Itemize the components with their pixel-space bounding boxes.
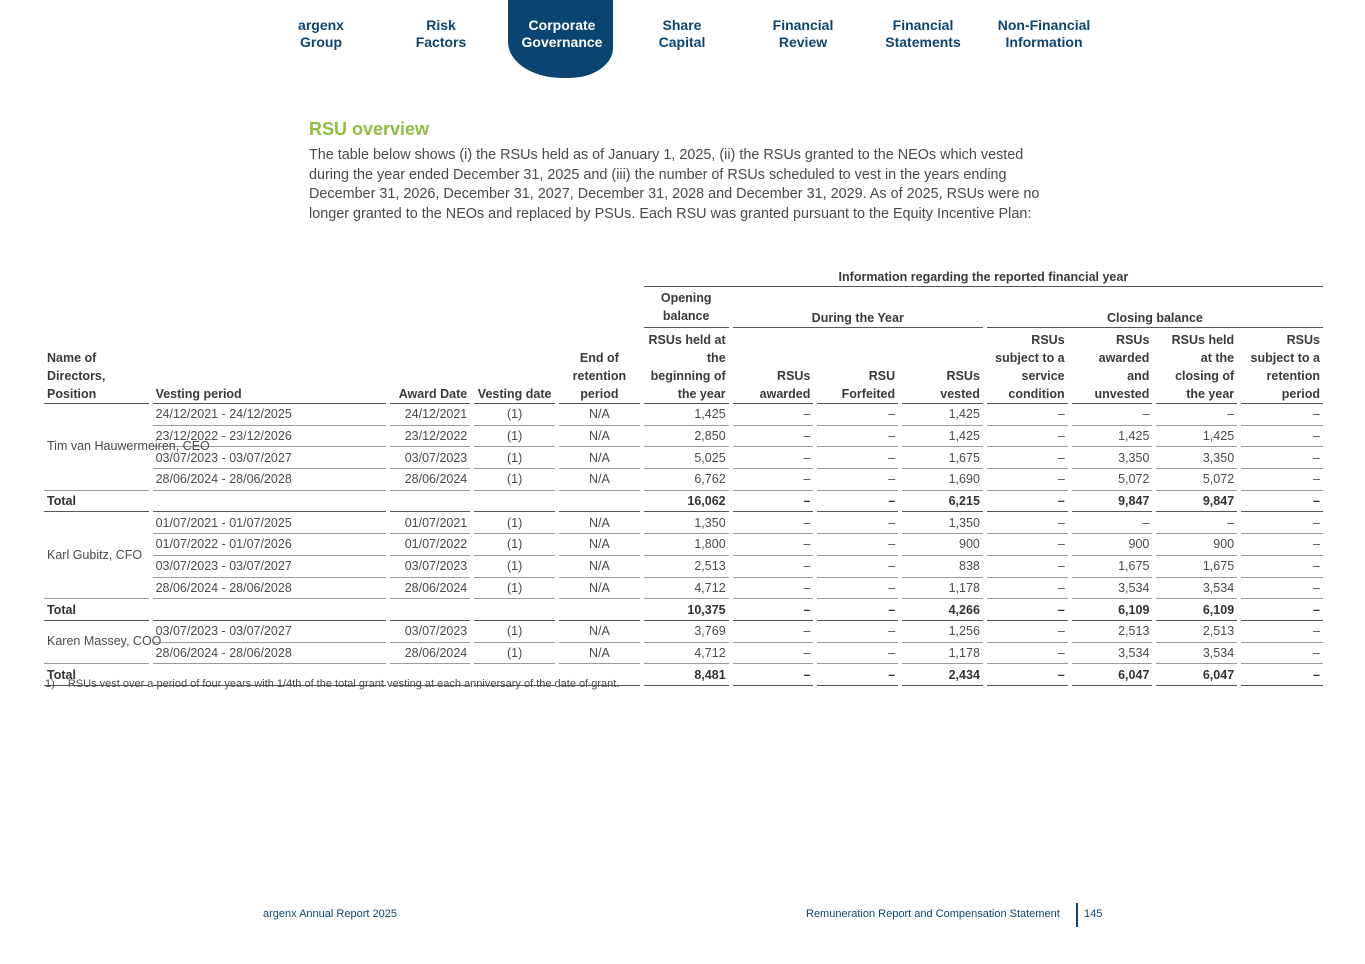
table-cell: N/A [559, 426, 640, 448]
col-header-awarded-unvested: RSUs awarded and unvested [1072, 328, 1153, 404]
col-header-awarded: RSUs awarded [733, 328, 814, 404]
table-cell: 5,072 [1072, 469, 1153, 491]
footer-divider [1076, 903, 1078, 927]
footnote [45, 678, 619, 690]
table-row [44, 556, 1323, 578]
tab-label-line2: Statements [885, 34, 961, 50]
table-cell: 2,513 [1072, 621, 1153, 643]
total-cell: 4,266 [902, 599, 983, 621]
table-cell: – [817, 404, 898, 426]
tab-corporate-governance[interactable] [502, 17, 622, 51]
tab-risk-factors[interactable] [381, 17, 501, 51]
table-cell: – [987, 556, 1068, 578]
total-row [44, 599, 1323, 621]
table-cell: – [1241, 447, 1323, 469]
table-cell: (1) [474, 556, 555, 578]
table-row [44, 469, 1323, 491]
empty-cell [474, 599, 555, 621]
table-cell: (1) [474, 578, 555, 600]
total-cell: – [733, 491, 814, 513]
total-cell: 6,109 [1072, 599, 1153, 621]
table-cell: – [987, 404, 1068, 426]
total-cell: 9,847 [1156, 491, 1237, 513]
table-cell: 900 [1156, 534, 1237, 556]
table-cell: 5,072 [1156, 469, 1237, 491]
table-cell: – [733, 621, 814, 643]
table-cell: – [817, 621, 898, 643]
table-cell: – [733, 512, 814, 534]
table-cell: 28/06/2024 - 28/06/2028 [153, 578, 386, 600]
closing-balance-header: Closing balance [987, 287, 1323, 328]
table-cell: 1,425 [1072, 426, 1153, 448]
table-cell: 03/07/2023 - 03/07/2027 [153, 556, 386, 578]
empty-cell [474, 491, 555, 513]
table-cell: – [1241, 426, 1323, 448]
col-header-name: Name of Directors, Position [44, 328, 149, 404]
table-cell: 3,534 [1072, 643, 1153, 665]
table-cell: – [817, 643, 898, 665]
col-header-vested: RSUs vested [902, 328, 983, 404]
table-cell: 2,513 [1156, 621, 1237, 643]
table-row [44, 621, 1323, 643]
table-cell: – [817, 578, 898, 600]
table-cell: – [1241, 643, 1323, 665]
total-label: Total [44, 664, 149, 686]
table-cell: N/A [559, 534, 640, 556]
total-cell: – [817, 664, 898, 686]
table-cell: 3,534 [1072, 578, 1153, 600]
col-header-service-condition: RSUs subject to a service condition [987, 328, 1068, 404]
footer-section-title: Remuneration Report and Compensation Statement [806, 908, 1060, 920]
top-navigation [261, 0, 1104, 80]
table-cell: 28/06/2024 - 28/06/2028 [153, 643, 386, 665]
table-cell: 5,025 [644, 447, 729, 469]
table-cell: 1,178 [902, 643, 983, 665]
tab-label-line1: argenx [298, 17, 344, 33]
table-cell: – [1241, 469, 1323, 491]
total-cell: – [1241, 664, 1323, 686]
table-cell: – [1241, 512, 1323, 534]
table-cell: N/A [559, 404, 640, 426]
table-cell: 1,425 [902, 426, 983, 448]
total-cell: – [817, 491, 898, 513]
table-cell: 1,425 [902, 404, 983, 426]
total-cell: 8,481 [644, 664, 729, 686]
empty-cell [559, 599, 640, 621]
total-cell: 16,062 [644, 491, 729, 513]
tab-financial-review[interactable] [743, 17, 863, 51]
table-cell: 2,513 [644, 556, 729, 578]
table-cell: N/A [559, 621, 640, 643]
table-cell: 28/06/2024 [390, 578, 471, 600]
table-cell: 900 [902, 534, 983, 556]
total-cell: – [733, 599, 814, 621]
group-header: Information regarding the reported financial year [644, 265, 1323, 287]
table-cell: (1) [474, 512, 555, 534]
total-cell: – [987, 599, 1068, 621]
section-title: RSU overview [309, 119, 430, 139]
footnote-number: 1) [45, 678, 55, 690]
table-cell: – [733, 404, 814, 426]
table-cell: 6,762 [644, 469, 729, 491]
tab-label-line1: Non-Financial [997, 17, 1091, 33]
tab-label-line1: Share [662, 17, 702, 33]
table-cell: – [817, 556, 898, 578]
table-cell: – [1072, 404, 1153, 426]
table-cell: – [733, 534, 814, 556]
table-cell: – [817, 512, 898, 534]
table-cell: – [987, 621, 1068, 643]
table-cell: – [1072, 512, 1153, 534]
footnote-text: RSUs vest over a period of four years with 1/4th of the total grant vesting at each anniversary of the date of grant. [67, 678, 620, 690]
table-cell: 01/07/2022 [390, 534, 471, 556]
table-cell: – [817, 426, 898, 448]
table-cell: – [1241, 404, 1323, 426]
col-header-held-closing: RSUs held at the closing of the year [1156, 328, 1237, 404]
col-header-forfeited: RSU Forfeited [817, 328, 898, 404]
empty-cell [390, 599, 471, 621]
table-cell: 1,675 [1156, 556, 1237, 578]
col-header-end-retention: End of retention period [559, 328, 640, 404]
tab-label-line2: Information [1005, 34, 1083, 50]
tab-label-line2: Group [300, 34, 342, 50]
table-cell: – [817, 469, 898, 491]
table-cell: – [987, 512, 1068, 534]
total-cell: – [1241, 491, 1323, 513]
col-header-held-beginning: RSUs held at the beginning of the year [644, 328, 729, 404]
table-cell: – [1241, 534, 1323, 556]
empty-cell [559, 491, 640, 513]
col-header-retention-period: RSUs subject to a retention period [1241, 328, 1323, 404]
table-cell: N/A [559, 512, 640, 534]
total-cell: 9,847 [1072, 491, 1153, 513]
table-cell: N/A [559, 469, 640, 491]
table-cell: 1,178 [902, 578, 983, 600]
table-row [44, 534, 1323, 556]
tab-label-line2: Factors [415, 34, 467, 50]
table-cell: 1,425 [644, 404, 729, 426]
total-cell: 10,375 [644, 599, 729, 621]
tab-label-line1: Corporate [528, 17, 596, 33]
table-cell: (1) [474, 447, 555, 469]
table-cell: – [733, 469, 814, 491]
total-cell: – [987, 664, 1068, 686]
table-cell: (1) [474, 426, 555, 448]
table-cell: 4,712 [644, 643, 729, 665]
footer-report-title: argenx Annual Report 2025 [263, 908, 397, 920]
tab-non-financial-information[interactable] [984, 17, 1104, 51]
empty-cell [153, 599, 386, 621]
table-cell: 24/12/2021 - 24/12/2025 [153, 404, 386, 426]
table-row [44, 512, 1323, 534]
table-cell: 03/07/2023 - 03/07/2027 [153, 447, 386, 469]
tab-argenx-group[interactable] [261, 17, 381, 51]
table-cell: 838 [902, 556, 983, 578]
total-cell: 2,434 [902, 664, 983, 686]
table-cell: – [987, 534, 1068, 556]
table-cell: – [987, 447, 1068, 469]
table-cell: 01/07/2021 - 01/07/2025 [153, 512, 386, 534]
table-cell: 03/07/2023 - 03/07/2027 [153, 621, 386, 643]
tab-label-line1: Financial [772, 17, 834, 33]
total-cell: – [733, 664, 814, 686]
table-cell: 1,350 [902, 512, 983, 534]
total-cell: – [1241, 599, 1323, 621]
table-cell: – [733, 643, 814, 665]
table-cell: 3,534 [1156, 643, 1237, 665]
col-header-award-date: Award Date [390, 328, 471, 404]
table-cell: (1) [474, 621, 555, 643]
table-cell: N/A [559, 447, 640, 469]
table-cell: – [987, 469, 1068, 491]
tab-label-line2: Capital [658, 34, 706, 50]
during-year-header: During the Year [733, 287, 983, 328]
table-cell: 28/06/2024 [390, 469, 471, 491]
total-row [44, 491, 1323, 513]
table-row [44, 643, 1323, 665]
table-cell: 3,534 [1156, 578, 1237, 600]
table-cell: – [817, 534, 898, 556]
total-cell: – [817, 599, 898, 621]
table-cell: – [733, 578, 814, 600]
table-cell: (1) [474, 469, 555, 491]
tab-label-line2: Review [778, 34, 828, 50]
total-cell: – [987, 491, 1068, 513]
empty-cell [153, 491, 386, 513]
table-cell: – [1241, 556, 1323, 578]
total-cell: 6,109 [1156, 599, 1237, 621]
total-cell: 6,047 [1156, 664, 1237, 686]
table-cell: 28/06/2024 - 28/06/2028 [153, 469, 386, 491]
table-cell: – [987, 643, 1068, 665]
tab-financial-statements[interactable] [863, 17, 983, 51]
table-cell: 1,350 [644, 512, 729, 534]
tab-label-line1: Risk [426, 17, 456, 33]
col-header-vesting-date: Vesting date [474, 328, 555, 404]
total-label: Total [44, 491, 149, 513]
tab-share-capital[interactable] [622, 17, 742, 51]
table-cell: 28/06/2024 [390, 643, 471, 665]
table-cell: 23/12/2022 [390, 426, 471, 448]
table-cell: 1,256 [902, 621, 983, 643]
table-cell: 900 [1072, 534, 1153, 556]
table-cell: 2,850 [644, 426, 729, 448]
table-cell: – [733, 556, 814, 578]
page-number: 145 [1084, 908, 1103, 920]
table-cell: 03/07/2023 [390, 621, 471, 643]
table-cell: – [1156, 512, 1237, 534]
table-cell: (1) [474, 643, 555, 665]
table-cell: 23/12/2022 - 23/12/2026 [153, 426, 386, 448]
table-cell: 1,675 [902, 447, 983, 469]
table-cell: – [1241, 621, 1323, 643]
table-cell: 1,425 [1156, 426, 1237, 448]
empty-cell [390, 491, 471, 513]
table-cell: – [987, 426, 1068, 448]
table-cell: – [1156, 404, 1237, 426]
table-cell: N/A [559, 578, 640, 600]
table-row [44, 404, 1323, 426]
table-cell: 3,769 [644, 621, 729, 643]
col-header-vesting-period: Vesting period [153, 328, 386, 404]
table-cell: – [733, 447, 814, 469]
table-cell: 1,800 [644, 534, 729, 556]
table-cell: 1,675 [1072, 556, 1153, 578]
director-name: Karl Gubitz, CFO [44, 512, 149, 599]
table-cell: (1) [474, 404, 555, 426]
table-cell: 4,712 [644, 578, 729, 600]
director-name: Tim van Hauwermeiren, CEO [44, 404, 149, 491]
director-name: Karen Massey, COO [44, 621, 149, 664]
table-cell: 24/12/2021 [390, 404, 471, 426]
table-row [44, 447, 1323, 469]
table-cell: – [1241, 578, 1323, 600]
total-cell: 6,047 [1072, 664, 1153, 686]
table-row [44, 578, 1323, 600]
table-cell: – [733, 426, 814, 448]
table-cell: 03/07/2023 [390, 447, 471, 469]
table-cell: (1) [474, 534, 555, 556]
table-cell: – [987, 578, 1068, 600]
tab-label-line2: Governance [521, 34, 603, 50]
table-cell: 3,350 [1156, 447, 1237, 469]
opening-balance-header: Opening balance [644, 287, 729, 328]
table-cell: N/A [559, 556, 640, 578]
total-cell: 6,215 [902, 491, 983, 513]
table-body [44, 404, 1323, 686]
table-cell: 01/07/2022 - 01/07/2026 [153, 534, 386, 556]
table-cell: 3,350 [1072, 447, 1153, 469]
table-cell: – [817, 447, 898, 469]
section-intro: The table below shows (i) the RSUs held as of January 1, 2025, (ii) the RSUs granted to the NEOs which vested during the year ended December 31, 2025 and (iii) the number of RSUs scheduled to vest in the years ending December 31, 2026, December 31, 2027, December 31, 2028 and December 31, 2029. As of 2025, RSUs were no longer granted to the NEOs and replaced by PSUs. Each RSU was granted pursuant to the Equity Incentive Plan: [309, 147, 1040, 222]
table-cell: 1,690 [902, 469, 983, 491]
table-cell: 01/07/2021 [390, 512, 471, 534]
table-cell: N/A [559, 643, 640, 665]
table-cell: 03/07/2023 [390, 556, 471, 578]
total-label: Total [44, 599, 149, 621]
tab-label-line1: Financial [892, 17, 954, 33]
rsu-overview-table [40, 265, 1327, 686]
table-row [44, 426, 1323, 448]
